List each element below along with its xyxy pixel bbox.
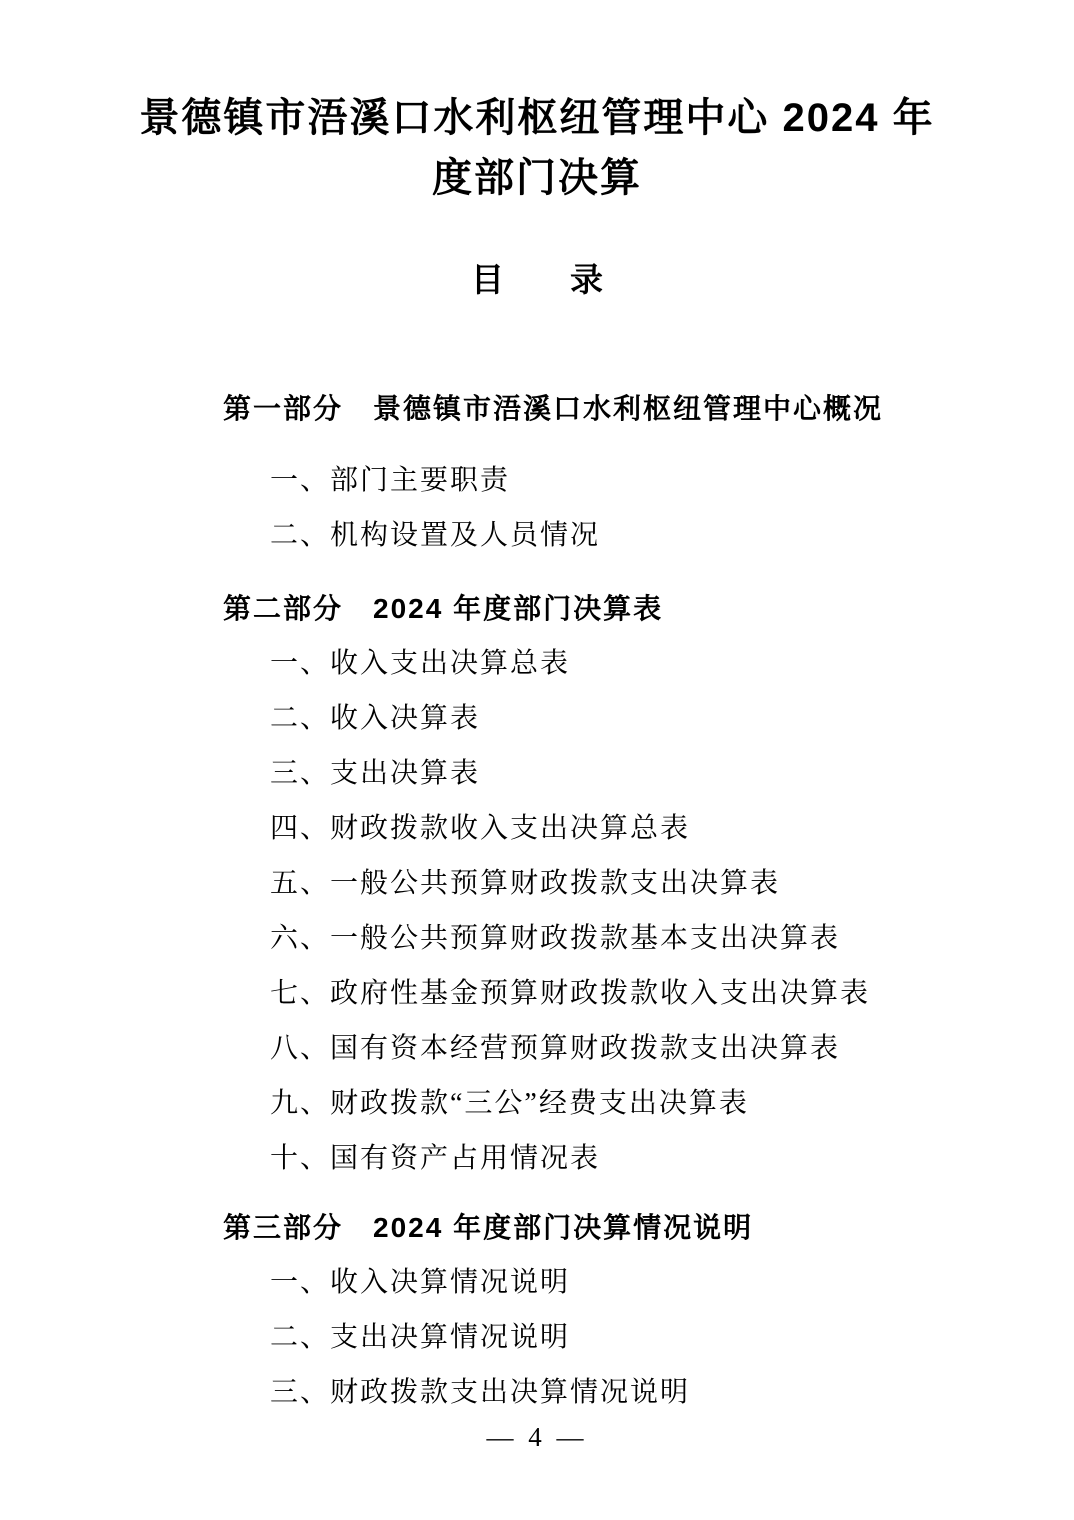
section-1-heading: 第一部分 景德镇市浯溪口水利枢纽管理中心概况 <box>223 393 884 424</box>
toc-item: 一、部门主要职责 <box>270 465 511 496</box>
toc-section-3 <box>0 1200 1074 1420</box>
document-title-line2: 度部门决算 <box>432 156 642 200</box>
toc-sections <box>0 381 1074 1420</box>
toc-item: 六、一般公共预算财政拨款基本支出决算表 <box>270 923 841 954</box>
toc-item: 三、支出决算表 <box>270 758 481 789</box>
toc-item: 三、财政拨款支出决算情况说明 <box>270 1377 691 1408</box>
toc-item: 五、一般公共预算财政拨款支出决算表 <box>270 868 781 899</box>
section-3-heading: 第三部分 2024 年度部门决算情况说明 <box>223 1212 754 1243</box>
toc-item: 四、财政拨款收入支出决算总表 <box>270 813 691 844</box>
document-title-line1: 景德镇市浯溪口水利枢纽管理中心 2024 年 <box>139 96 935 140</box>
toc-item: 九、财政拨款“三公”经费支出决算表 <box>270 1088 749 1119</box>
page-number: — 4 — <box>486 1422 588 1452</box>
toc-item: 八、国有资本经营预算财政拨款支出决算表 <box>270 1033 841 1064</box>
toc-item: 十、国有资产占用情况表 <box>270 1143 601 1174</box>
toc-item: 一、收入支出决算总表 <box>270 648 571 679</box>
toc-section-1 <box>0 381 1074 563</box>
toc-item: 一、收入决算情况说明 <box>270 1267 571 1298</box>
toc-title: 目 录 <box>471 263 603 299</box>
toc-item: 二、机构设置及人员情况 <box>270 520 601 551</box>
toc-item: 二、收入决算表 <box>270 703 481 734</box>
toc-item: 二、支出决算情况说明 <box>270 1322 571 1353</box>
toc-item: 七、政府性基金预算财政拨款收入支出决算表 <box>270 978 871 1009</box>
document-title <box>0 0 1074 208</box>
section-2-heading: 第二部分 2024 年度部门决算表 <box>223 593 664 624</box>
toc-section-2 <box>0 581 1074 1186</box>
